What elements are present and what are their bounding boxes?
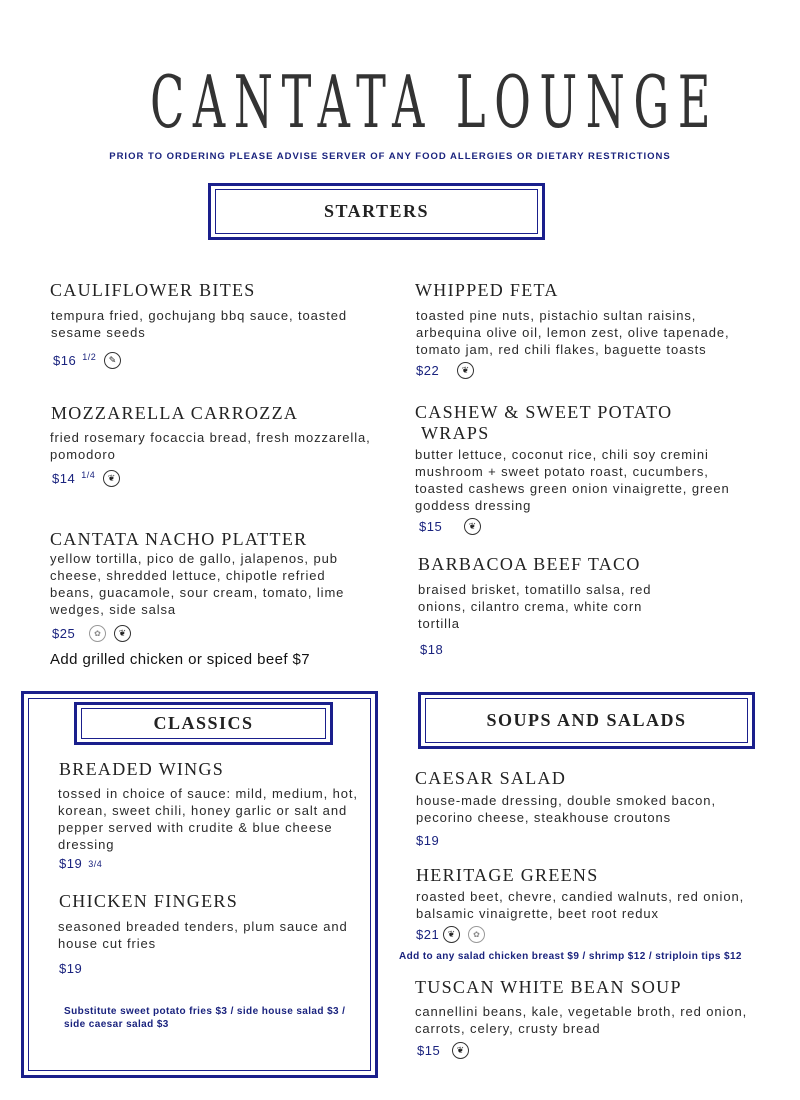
nacho-addon: Add grilled chicken or spiced beef $7 bbox=[50, 651, 310, 668]
item-price-row bbox=[59, 856, 102, 871]
item-desc: seasoned breaded tenders, plum sauce and house cut fries bbox=[58, 919, 348, 951]
item-desc: braised brisket, tomatillo salsa, red onions, cilantro crema, white corn tortilla bbox=[418, 582, 652, 631]
price-fraction: 3/4 bbox=[88, 858, 103, 869]
item-price: $22 bbox=[416, 363, 440, 378]
item-price-row bbox=[52, 470, 120, 487]
gluten-free-icon: ✎ bbox=[104, 352, 121, 369]
item-price: $18 bbox=[420, 642, 444, 657]
item-name: CAESAR SALAD bbox=[415, 768, 567, 788]
price-fraction: 1/4 bbox=[81, 469, 96, 480]
leaf-icon: ❦ bbox=[464, 518, 481, 535]
item-name: WHIPPED FETA bbox=[415, 280, 559, 300]
vegetarian-icon: ✿ bbox=[468, 926, 485, 943]
item-name: HERITAGE GREENS bbox=[416, 865, 599, 885]
leaf-icon: ❦ bbox=[452, 1042, 469, 1059]
item-price-row bbox=[420, 642, 443, 657]
item-price: $16 bbox=[53, 353, 77, 368]
salad-addon-note: Add to any salad chicken breast $9 / shrimp $12 / striploin tips $12 bbox=[399, 951, 742, 962]
classics-header-box bbox=[74, 702, 333, 745]
item-price: $19 bbox=[59, 856, 83, 871]
item-price-row bbox=[417, 1042, 469, 1059]
item-name-line2: WRAPS bbox=[421, 423, 490, 443]
leaf-icon: ❦ bbox=[457, 362, 474, 379]
starters-header-box bbox=[208, 183, 545, 240]
item-price-row bbox=[53, 352, 121, 369]
item-name: CANTATA NACHO PLATTER bbox=[50, 529, 308, 549]
allergy-notice: PRIOR TO ORDERING PLEASE ADVISE SERVER OF ANY FOOD ALLERGIES OR DIETARY RESTRICTIONS bbox=[109, 151, 671, 162]
item-price: $15 bbox=[419, 519, 443, 534]
item-price: $21 bbox=[416, 927, 440, 942]
item-price: $14 bbox=[52, 471, 76, 486]
item-name: BREADED WINGS bbox=[59, 759, 225, 779]
item-price-row bbox=[59, 961, 82, 976]
item-desc: cannellini beans, kale, vegetable broth, red onion, carrots, celery, crusty bread bbox=[415, 1004, 748, 1036]
item-desc: yellow tortilla, pico de gallo, jalapenos, pub cheese, shredded lettuce, chipotle refried beans, guacamole, sour cream, tomato, lime wedges, side salsa bbox=[50, 551, 345, 617]
item-desc: tempura fried, gochujang bbq sauce, toasted sesame seeds bbox=[51, 308, 347, 340]
starters-header: STARTERS bbox=[215, 189, 538, 234]
item-price-row bbox=[52, 625, 131, 642]
item-desc: butter lettuce, coconut rice, chili soy cremini mushroom + sweet potato roast, cucumbers, toasted cashews green onion vinaigrette, green goddess dressing bbox=[415, 447, 730, 513]
item-desc: roasted beet, chevre, candied walnuts, red onion, balsamic vinaigrette, beet root redux bbox=[416, 889, 745, 921]
soups-header-box bbox=[418, 692, 755, 749]
classics-header: CLASSICS bbox=[81, 708, 326, 739]
leaf-icon: ❦ bbox=[114, 625, 131, 642]
item-name: CAULIFLOWER BITES bbox=[50, 280, 256, 300]
item-price-row bbox=[419, 518, 481, 535]
leaf-icon: ❦ bbox=[443, 926, 460, 943]
item-price-row bbox=[416, 833, 439, 848]
item-price: $19 bbox=[59, 961, 83, 976]
classics-substitute-note: Substitute sweet potato fries $3 / side house salad $3 / side caesar salad $3 bbox=[64, 1006, 346, 1030]
item-name: CHICKEN FINGERS bbox=[59, 891, 239, 911]
soups-header: SOUPS AND SALADS bbox=[425, 698, 748, 743]
item-name: BARBACOA BEEF TACO bbox=[418, 554, 641, 574]
restaurant-title: CANTATA LOUNGE bbox=[150, 60, 720, 144]
vegetarian-icon: ✿ bbox=[89, 625, 106, 642]
item-desc: tossed in choice of sauce: mild, medium, hot, korean, sweet chili, honey garlic or salt and pepper served with crudite & blue cheese dressing bbox=[58, 786, 358, 852]
item-price-row bbox=[416, 926, 485, 943]
item-name: CASHEW & SWEET POTATO bbox=[415, 402, 673, 422]
item-price: $15 bbox=[417, 1043, 441, 1058]
item-desc: fried rosemary focaccia bread, fresh mozzarella, pomodoro bbox=[50, 430, 371, 462]
leaf-icon: ❦ bbox=[103, 470, 120, 487]
item-name: MOZZARELLA CARROZZA bbox=[51, 403, 299, 423]
item-price: $19 bbox=[416, 833, 440, 848]
item-price: $25 bbox=[52, 626, 76, 641]
item-desc: toasted pine nuts, pistachio sultan raisins, arbequina olive oil, lemon zest, olive tapenade, tomato jam, red chili flakes, baguette toasts bbox=[416, 308, 730, 357]
item-desc: house-made dressing, double smoked bacon, pecorino cheese, steakhouse croutons bbox=[416, 793, 716, 825]
price-fraction: 1/2 bbox=[82, 351, 97, 362]
item-name: TUSCAN WHITE BEAN SOUP bbox=[415, 977, 682, 997]
item-price-row bbox=[416, 362, 474, 379]
